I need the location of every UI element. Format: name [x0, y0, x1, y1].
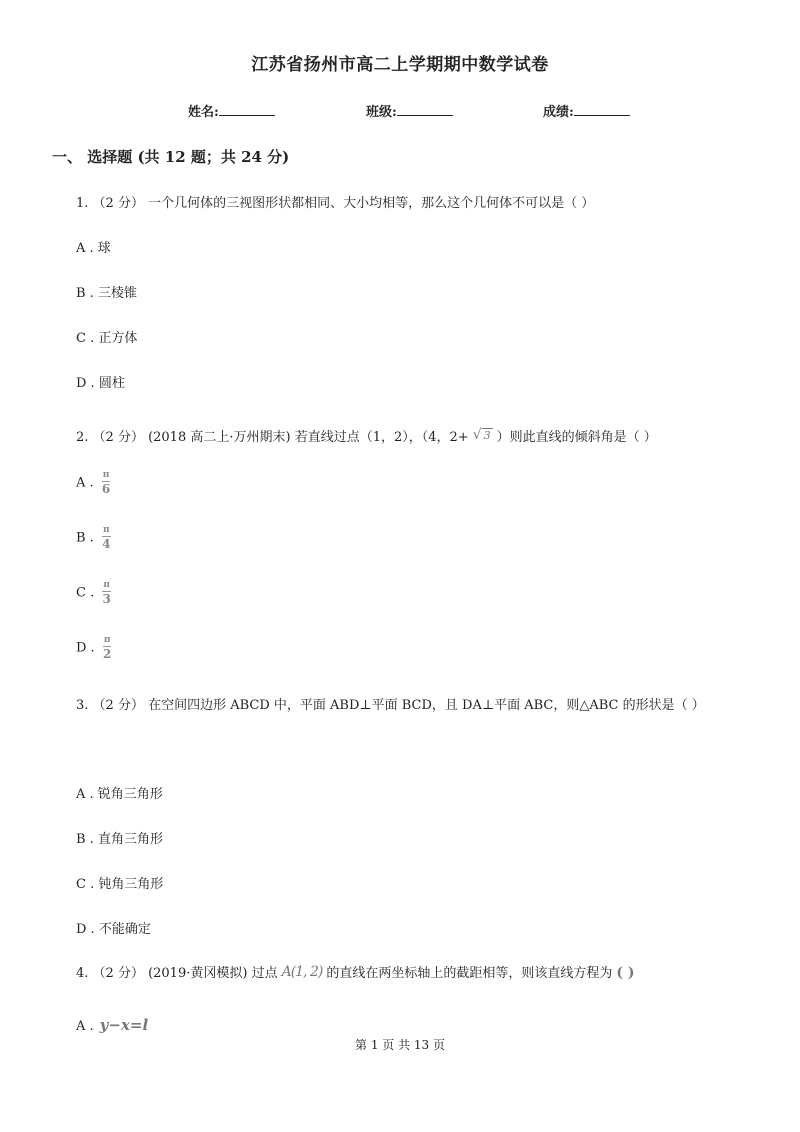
- sqrt-radicand: 3: [483, 429, 491, 442]
- question-1-stem: 1. （2 分） 一个几何体的三视图形状都相同、大小均相等，那么这个几何体不可以是（ ）: [76, 196, 595, 211]
- fraction-numerator: π: [103, 580, 110, 590]
- page-footer: 第 1 页 共 13 页: [355, 1038, 445, 1052]
- page-title: 江苏省扬州市高二上学期期中数学试卷: [251, 55, 549, 75]
- fraction-numerator: π: [103, 635, 111, 645]
- question-4-stem: [76, 962, 634, 981]
- question-3-option-c: C . 钝角三角形: [76, 877, 164, 892]
- question-1-option-b: B . 三棱锥: [76, 286, 137, 301]
- option-label: D .: [76, 640, 95, 656]
- fraction-denominator: 2: [102, 647, 112, 661]
- class-field: [366, 101, 453, 120]
- question-2-stem: [76, 426, 657, 445]
- name-blank: [219, 103, 275, 116]
- equation-image: y−x=l: [99, 1016, 149, 1034]
- fraction-image: [102, 526, 111, 550]
- question-3-stem: 3. （2 分） 在空间四边形 ABCD 中，平面 ABD⊥平面 BCD，且 DA⊥平面 ABC，则△ABC 的形状是（ ）: [76, 698, 705, 713]
- score-field: [543, 101, 630, 120]
- class-blank: [397, 103, 453, 116]
- question-4-stem-start: 4. （2 分） (2019·黄冈模拟) 过点: [76, 966, 278, 981]
- fraction-numerator: π: [102, 525, 110, 535]
- fraction-denominator: 3: [102, 592, 111, 606]
- name-field: [188, 101, 275, 120]
- question-2-stem-end: ）则此直线的倾斜角是（ ）: [496, 430, 657, 445]
- question-3-option-d: D . 不能确定: [76, 922, 151, 937]
- question-4-option-a: [76, 1016, 148, 1034]
- question-2-option-c: [76, 581, 111, 605]
- score-blank: [574, 103, 630, 116]
- option-label: C .: [76, 585, 95, 601]
- option-label: A .: [76, 475, 94, 491]
- question-2-option-a: [76, 471, 110, 495]
- fraction-image: [102, 471, 111, 495]
- question-3-option-a: A . 锐角三角形: [76, 787, 163, 802]
- option-label: A .: [76, 1019, 94, 1034]
- sqrt-image: √ 3: [472, 427, 491, 443]
- question-3-option-b: B . 直角三角形: [76, 832, 163, 847]
- question-1-option-a: A . 球: [76, 241, 111, 256]
- score-label: 成绩:: [543, 105, 574, 120]
- question-2-option-d: [76, 636, 111, 660]
- name-label: 姓名:: [188, 105, 219, 120]
- question-1-option-c: C . 正方体: [76, 331, 138, 346]
- fraction-image: [102, 581, 111, 605]
- fraction-numerator: π: [102, 470, 110, 480]
- section-heading: 一、 选择题 (共 12 题；共 24 分): [52, 148, 290, 166]
- fraction-image: [103, 636, 112, 660]
- option-label: B .: [76, 530, 94, 546]
- question-2-option-b: [76, 526, 111, 550]
- answer-paren-image: ( ): [616, 965, 635, 981]
- class-label: 班级:: [366, 105, 397, 120]
- question-1-option-d: D . 圆柱: [76, 376, 125, 391]
- point-image: A(1, 2): [281, 964, 323, 980]
- question-2-stem-start: 2. （2 分） (2018 高二上·万州期末) 若直线过点（1，2），（4，2+: [76, 430, 469, 445]
- question-4-stem-end: 的直线在两坐标轴上的截距相等，则该直线方程为: [326, 966, 613, 981]
- fraction-denominator: 4: [102, 537, 111, 551]
- fraction-denominator: 6: [101, 482, 111, 496]
